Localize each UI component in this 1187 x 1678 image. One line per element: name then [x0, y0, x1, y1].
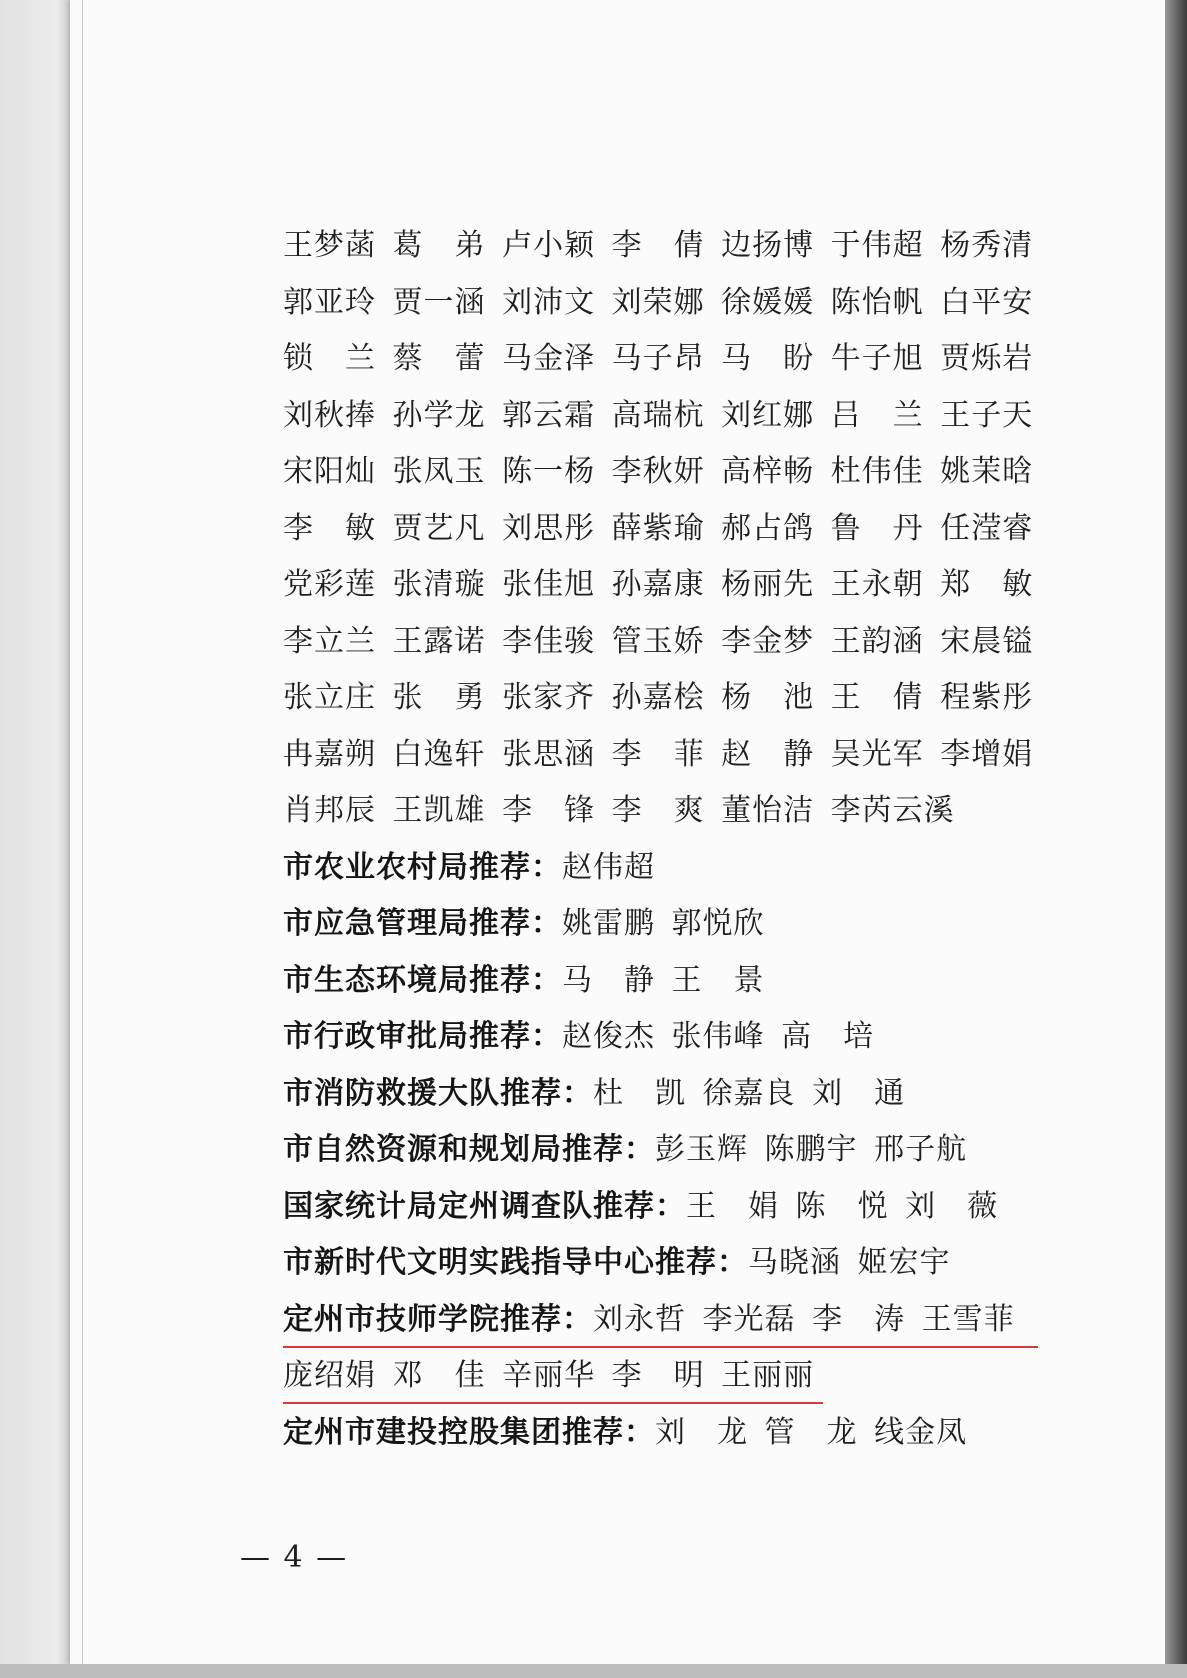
recommending-org: 市行政审批局推荐： — [283, 1019, 562, 1054]
recommending-org: 市生态环境局推荐： — [283, 962, 562, 998]
recommendation-line-underlined — [283, 1292, 1063, 1349]
recommendation-line — [283, 1009, 1063, 1066]
recommended-names: 赵伟超 — [562, 849, 655, 885]
recommended-names: 刘 龙 管 龙 线金凤 — [655, 1414, 968, 1450]
name-row: 郭亚玲 贾一涵 刘沛文 刘荣娜 徐媛媛 陈怡帆 白平安 — [283, 284, 1034, 320]
recommended-names: 马 静 王 景 — [562, 962, 765, 998]
recommended-names: 彭玉辉 陈鹏宇 邢子航 — [655, 1132, 968, 1167]
recommended-names: 刘永哲 李光磊 李 涛 王雪菲 — [593, 1301, 1015, 1337]
recommendation-line — [283, 1122, 1063, 1179]
recommended-names: 王 娟 陈 悦 刘 薇 — [686, 1188, 999, 1224]
scan-bottom-edge — [0, 1664, 1187, 1678]
page-edge-line — [82, 0, 83, 1664]
name-row: 王梦菡 葛 弟 卢小颖 李 倩 边扬博 于伟超 杨秀清 — [283, 228, 1034, 263]
name-row: 冉嘉朔 白逸轩 张思涵 李 菲 赵 静 吴光军 李增娟 — [283, 736, 1034, 772]
name-row: 李立兰 王露诺 李佳骏 管玉娇 李金梦 王韵涵 宋晨镒 — [283, 623, 1034, 659]
recommending-org: 定州市建投控股集团推荐： — [283, 1414, 655, 1450]
recommendation-line — [283, 1066, 1063, 1123]
name-row: 刘秋捧 孙学龙 郭云霜 高瑞杭 刘红娜 吕 兰 王子天 — [283, 397, 1034, 433]
name-row: 党彩莲 张清璇 张佳旭 孙嘉康 杨丽先 王永朝 郑 敏 — [283, 567, 1034, 602]
recommending-org: 市自然资源和规划局推荐： — [283, 1132, 655, 1167]
name-row: 宋阳灿 张凤玉 陈一杨 李秋妍 高梓畅 杜伟佳 姚茉晗 — [283, 454, 1034, 489]
recommendation-line — [283, 840, 1063, 897]
recommendation-line — [283, 1405, 1063, 1462]
recommendation-line — [283, 896, 1063, 953]
recommendation-line — [283, 1179, 1063, 1236]
recommendation-line — [283, 953, 1063, 1010]
name-row: 肖邦辰 王凯雄 李 锋 李 爽 董怡洁 李芮云溪 — [283, 793, 955, 828]
recommendation-line — [283, 1235, 1063, 1292]
recommending-org: 定州市技师学院推荐： — [283, 1301, 593, 1337]
recommending-org: 市新时代文明实践指导中心推荐： — [283, 1245, 748, 1280]
document-body — [283, 218, 1063, 1461]
recommended-names: 杜 凯 徐嘉良 刘 通 — [593, 1075, 906, 1111]
recommending-org: 市农业农村局推荐： — [283, 849, 562, 885]
recommending-org: 市应急管理局推荐： — [283, 906, 562, 941]
recommended-names: 庞绍娟 邓 佳 辛丽华 李 明 王丽丽 — [283, 1358, 815, 1393]
recommended-names: 马晓涵 姬宏宇 — [748, 1245, 951, 1280]
recommendation-continuation-underlined — [283, 1348, 1063, 1405]
name-row: 锁 兰 蔡 蕾 马金泽 马子昂 马 盼 牛子旭 贾烁岩 — [283, 341, 1034, 376]
page-number: — 4 — — [240, 1540, 349, 1575]
recommending-org: 市消防救援大队推荐： — [283, 1075, 593, 1111]
recommended-names: 姚雷鹏 郭悦欣 — [562, 906, 765, 941]
scan-left-margin — [0, 0, 70, 1678]
recommended-names: 赵俊杰 张伟峰 高 培 — [562, 1019, 875, 1054]
scan-right-edge — [1165, 0, 1187, 1678]
recommending-org: 国家统计局定州调查队推荐： — [283, 1188, 686, 1224]
name-row: 张立庄 张 勇 张家齐 孙嘉桧 杨 池 王 倩 程紫彤 — [283, 680, 1034, 715]
name-row: 李 敏 贾艺凡 刘思彤 薛紫瑜 郝占鸽 鲁 丹 任滢睿 — [283, 510, 1034, 546]
